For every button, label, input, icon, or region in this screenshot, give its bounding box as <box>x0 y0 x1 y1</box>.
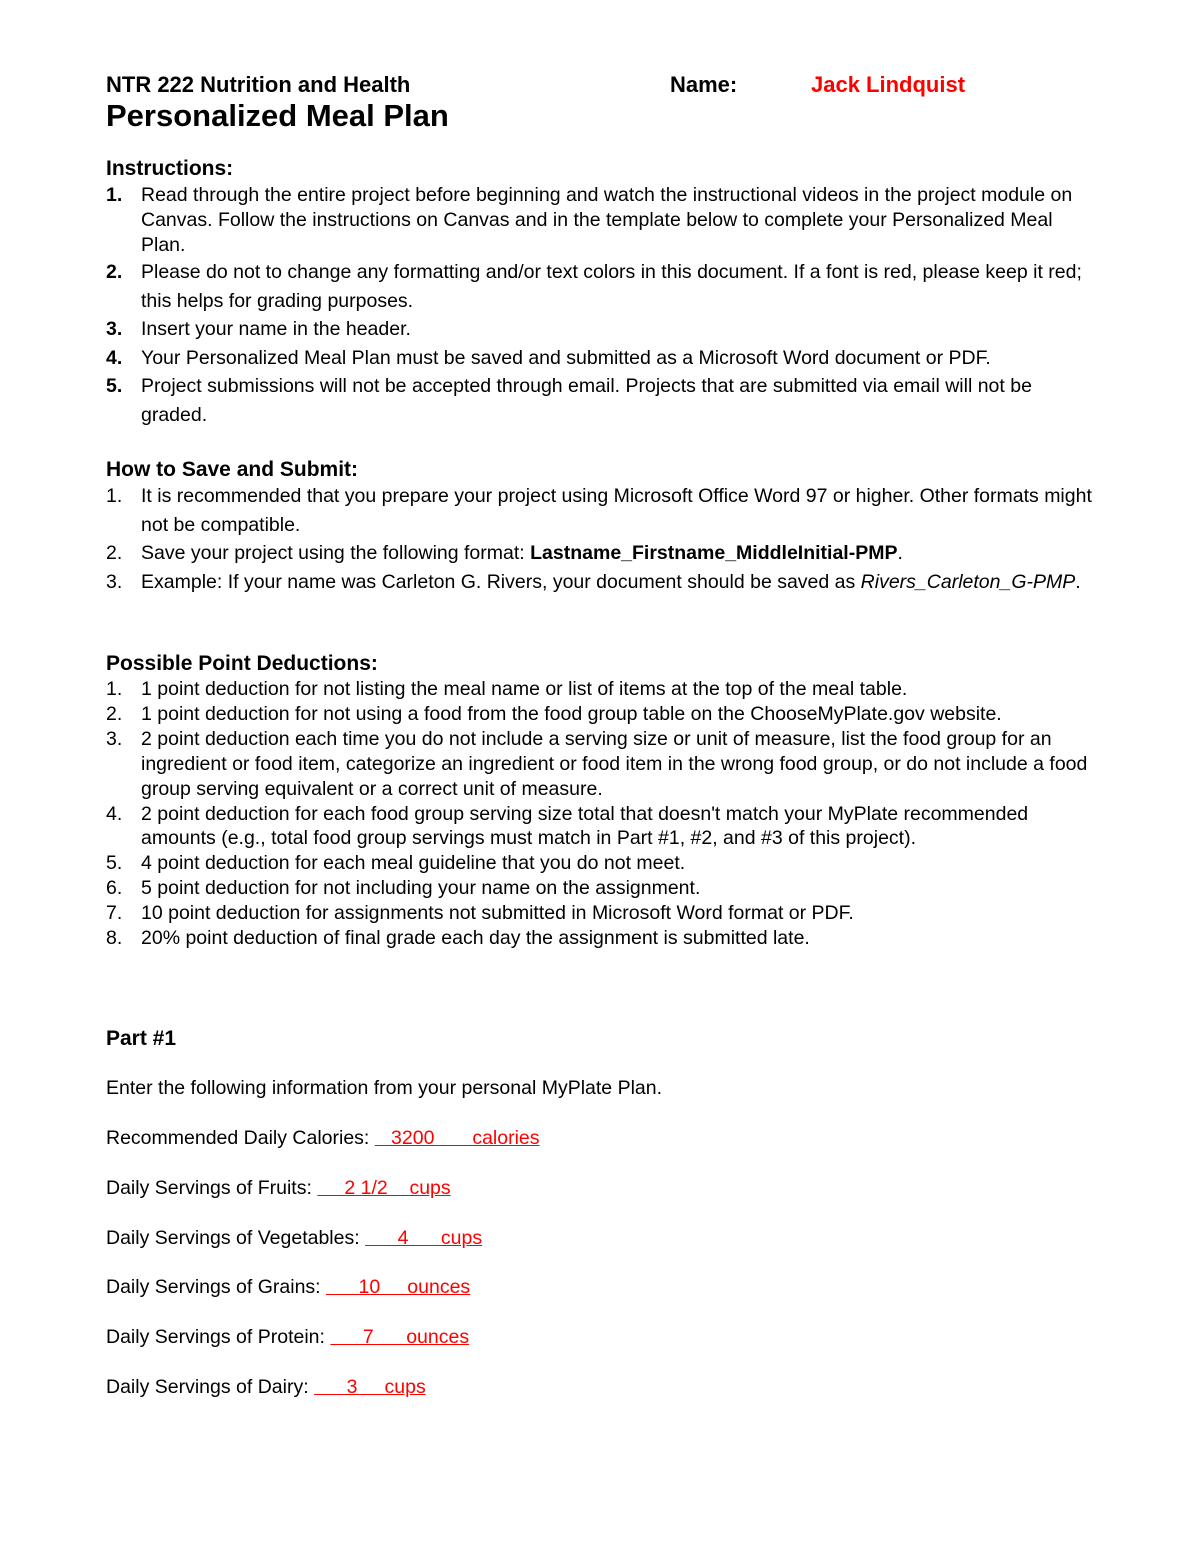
calories-row <box>106 1127 540 1150</box>
instructions-heading: Instructions: <box>106 157 234 180</box>
calories-value[interactable]: 3200 calories <box>374 1127 540 1149</box>
list-item: 3. 2 point deduction each time you do not include a serving size or unit of measure, list the food group for an ingredient or food item, categorize an ingredient or food item in the wrong food group, or do not include a food group serving equivalent or a correct unit of measure. <box>106 727 1088 800</box>
list-item: 1. 1 point deduction for not listing the meal name or list of items at the top of the meal table. <box>106 678 908 700</box>
vegetables-row <box>106 1227 482 1250</box>
list-item: 2. Save your project using the following format: Lastname_Firstname_MiddleInitial-PMP. <box>106 542 903 564</box>
list-item: 5. 4 point deduction for each meal guideline that you do not meet. <box>106 852 686 875</box>
name-label: Name: <box>670 72 738 97</box>
fruits-row <box>106 1177 451 1200</box>
part1-intro: Enter the following information from your personal MyPlate Plan. <box>106 1077 663 1099</box>
list-item: 6. 5 point deduction for not including your name on the assignment. <box>106 877 701 900</box>
list-item: 8. 20% point deduction of final grade each day the assignment is submitted late. <box>106 927 810 950</box>
grains-value[interactable]: 10 ounces <box>326 1276 471 1298</box>
list-item: 3. Insert your name in the header. <box>106 318 411 340</box>
list-item: 3. Example: If your name was Carleton G. Rivers, your document should be saved as Rivers_Carleton_G-PMP. <box>106 570 1081 593</box>
dairy-label: Daily Servings of Dairy: <box>106 1376 315 1398</box>
list-item: 2. Please do not to change any formatting and/or text colors in this document. If a font is red, please keep it red; this helps for grading purposes. <box>106 261 1082 312</box>
dairy-row <box>106 1376 426 1399</box>
deductions-list <box>106 677 1096 951</box>
dairy-value[interactable]: 3 cups <box>314 1376 426 1398</box>
protein-label: Daily Servings of Protein: <box>106 1326 331 1348</box>
student-name: Jack Lindquist <box>811 72 966 97</box>
filename-example: Rivers_Carleton_G-PMP <box>860 570 1076 593</box>
list-item: 5. Project submissions will not be accepted through email. Projects that are submitted via email will not be graded. <box>106 375 1032 426</box>
list-item: 2. 1 point deduction for not using a food from the food group table on the ChooseMyPlate.gov website. <box>106 702 1002 725</box>
instructions-list <box>106 183 1096 429</box>
grains-label: Daily Servings of Grains: <box>106 1276 326 1298</box>
deductions-heading: Possible Point Deductions: <box>106 652 378 675</box>
list-item: 4. Your Personalized Meal Plan must be saved and submitted as a Microsoft Word document or PDF. <box>106 346 991 369</box>
part1-heading: Part #1 <box>106 1027 177 1050</box>
vegetables-label: Daily Servings of Vegetables: <box>106 1227 366 1249</box>
filename-format: Lastname_Firstname_MiddleInitial-PMP <box>530 542 898 564</box>
save-submit-list <box>106 482 1096 596</box>
list-item: 7. 10 point deduction for assignments not submitted in Microsoft Word format or PDF. <box>106 902 854 925</box>
course-title: NTR 222 Nutrition and Health <box>106 72 411 97</box>
list-item: 1. It is recommended that you prepare your project using Microsoft Office Word 97 or higher. Other formats might not be compatible. <box>106 485 1092 536</box>
fruits-label: Daily Servings of Fruits: <box>106 1177 318 1199</box>
save-submit-heading: How to Save and Submit: <box>106 458 359 481</box>
vegetables-value[interactable]: 4 cups <box>365 1227 483 1249</box>
protein-value[interactable]: 7 ounces <box>330 1326 470 1348</box>
list-item: 4. 2 point deduction for each food group serving size total that doesn't match your MyPlate recommended amounts (e.g., total food group servings must match in Part #1, #2, and #3 of this project). <box>106 802 1029 850</box>
calories-label: Recommended Daily Calories: <box>106 1127 375 1149</box>
fruits-value[interactable]: 2 1/2 cups <box>317 1177 451 1199</box>
grains-row <box>106 1276 470 1299</box>
list-item: 1. Read through the entire project before beginning and watch the instructional videos in the project module on Canvas. Follow the instructions on Canvas and in the template below to complete your Personalized Meal Plan. <box>106 184 1073 256</box>
page-title: Personalized Meal Plan <box>106 98 449 133</box>
protein-row <box>106 1326 469 1349</box>
